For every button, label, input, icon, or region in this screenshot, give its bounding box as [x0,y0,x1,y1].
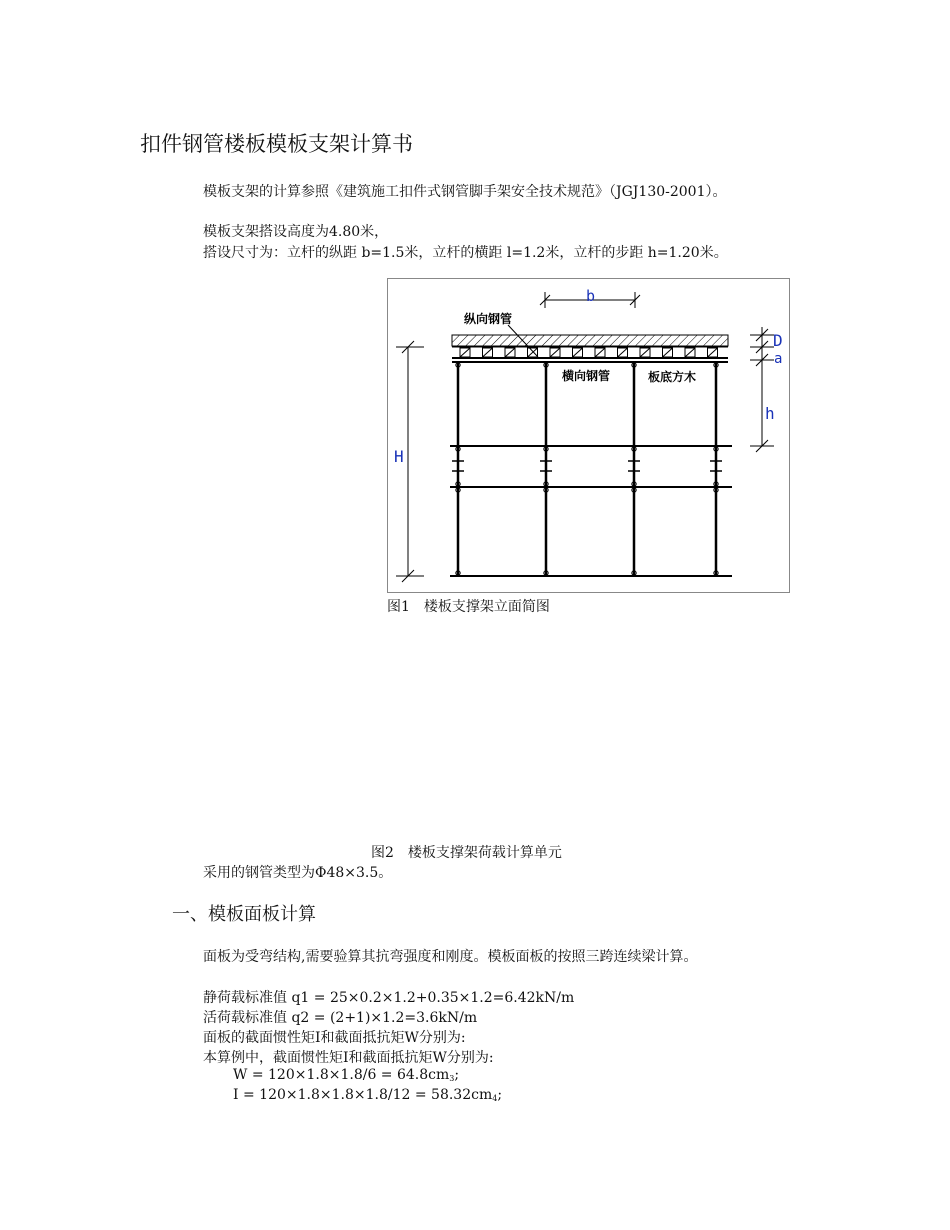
static-load: 静荷载标准值 q1 = 25×0.2×1.2+0.35×1.2=6.42kN/m [203,990,575,1006]
timber-diagonal [708,348,718,357]
figure-1-scaffold-elevation [387,278,790,593]
a-label: a [774,351,783,367]
H-label: H [394,447,404,466]
transverse-pipe-label: 横向钢管 [562,369,611,383]
Dah-dimension [750,327,774,452]
intro-line-3: 搭设尺寸为：立杆的纵距 b=1.5米，立杆的横距 l=1.2米，立杆的步距 h=1.20米。 [203,245,728,261]
figure-1-caption: 图1 楼板支撑架立面简图 [387,599,550,615]
timber-diagonal [505,348,515,357]
page-title: 扣件钢管楼板模板支架计算书 [140,132,413,156]
timber-diagonal [640,348,650,357]
posts [458,362,716,576]
pipe-type: 采用的钢管类型为Φ48×3.5。 [203,865,393,881]
section-1-para: 面板为受弯结构,需要验算其抗弯强度和刚度。模板面板的按照三跨连续梁计算。 [203,949,698,965]
figure-2-caption: 图2 楼板支撑架荷载计算单元 [371,845,562,861]
timber-diagonal [663,348,673,357]
I-formula: $I = 120\times 1.8\times 1.8\times 1.8/12 = 58.32cm_4$; [233,1087,503,1103]
live-load: 活荷载标准值 q2 = (2+1)×1.2=3.6kN/m [203,1010,478,1026]
h-label: h [765,404,775,423]
longitudinal-pipe-label: 纵向钢管 [464,312,513,326]
b-label: b [586,287,596,305]
intro-line-1: 模板支架的计算参照《建筑施工扣件式钢管脚手架安全技术规范》（JGJ130-2001）。 [203,184,727,200]
timber-diagonal [618,348,628,357]
bottom-timber-row [460,348,718,357]
couplers [452,363,722,575]
timber-diagonal [685,348,695,357]
W-formula: $W = 120\times 1.8\times 1.8/6 = 64.8cm_3$; [233,1067,460,1083]
timber-diagonal [528,348,538,357]
timber-diagonal [550,348,560,357]
bottom-timber-label: 板底方木 [648,370,697,384]
section-1-heading: 一、模板面板计算 [172,904,316,925]
inertia-line-2: 本算例中，截面惯性矩I和截面抵抗矩W分别为: [203,1050,494,1066]
ledgers [450,446,732,576]
timber-diagonal [460,348,470,357]
D-label: D [773,331,783,350]
slab-hatch [452,335,728,346]
scaffold-diagram [388,279,791,594]
inertia-line-1: 面板的截面惯性矩I和截面抵抗矩W分别为: [203,1030,466,1046]
timber-diagonal [595,348,605,357]
timber-diagonal [573,348,583,357]
intro-line-2: 模板支架搭设高度为4.80米， [203,224,389,240]
timber-diagonal [483,348,493,357]
